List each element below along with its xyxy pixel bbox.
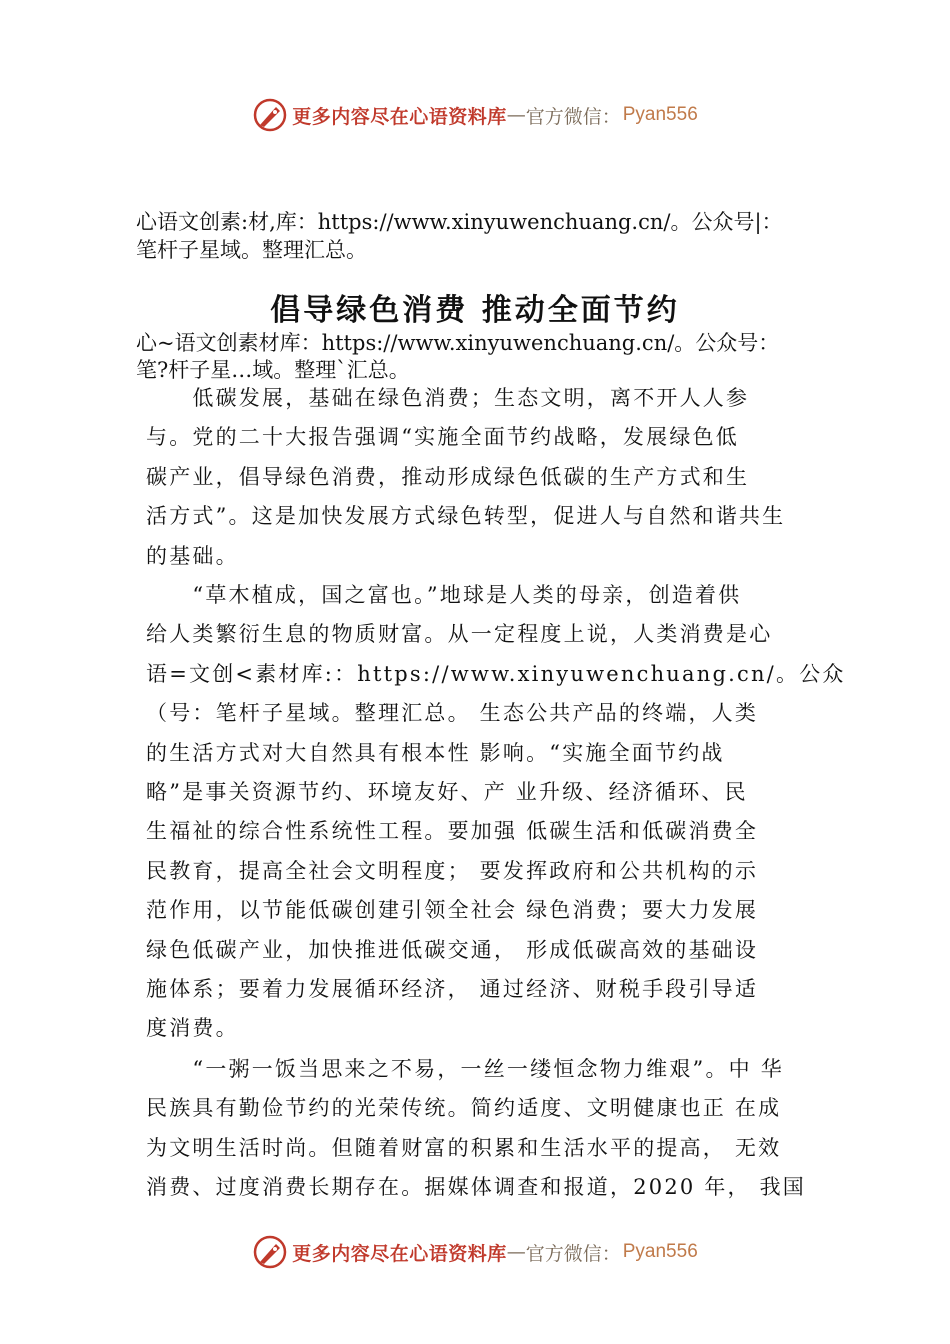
text-line: 的生活方式对大自然具有根本性 影响。“实施全面节约战 — [146, 740, 725, 765]
banner-wechat-label: 官方微信： — [525, 1242, 621, 1265]
text-line: 与。党的二十大报告强调“实施全面节约战略，发展绿色低 — [146, 425, 739, 450]
paragraph-1 — [146, 379, 785, 576]
banner-text: 更多内容尽在心语资料库 — [292, 105, 507, 128]
text-line: “草木植成，国之富也。”地球是人类的母亲，创造着供 — [146, 583, 742, 607]
footer-banner — [0, 1230, 950, 1274]
watermark-top-line-2: 笔杆子星域。整理汇总。 — [136, 238, 367, 262]
banner-text: 更多内容尽在心语资料库 — [292, 1242, 507, 1265]
header-banner — [0, 93, 950, 137]
banner-separator: — — [506, 104, 526, 126]
text-line: 给人类繁衍生息的物质财富。从一定程度上说，人类消费是心 — [146, 622, 773, 647]
text-line: 低碳发展，基础在绿色消费；生态文明，离不开人人参 — [146, 386, 750, 410]
text-line: 消费、过度消费长期存在。据媒体调查和报道，2020 年， 我国 — [146, 1175, 806, 1200]
banner-separator: — — [506, 1241, 526, 1263]
text-line: 民族具有勤俭节约的光荣传统。简约适度、文明健康也正 在成 — [146, 1096, 782, 1121]
text-line: 略”是事关资源节约、环境友好、产 业升级、经济循环、民 — [146, 779, 748, 804]
banner-wechat-id: Pyan556 — [622, 104, 698, 125]
pen-nib-logo-icon — [252, 97, 288, 133]
text-line: 范作用，以节能低碳创建引领全社会 绿色消费；要大力发展 — [146, 898, 759, 923]
text-line: 生福祉的综合性系统性工程。要加强 低碳生活和低碳消费全 — [146, 819, 759, 844]
pen-nib-logo-icon — [252, 1234, 288, 1270]
text-line: “一粥一饭当思来之不易，一丝一缕恒念物力维艰”。中 华 — [146, 1057, 784, 1081]
text-line: 为文明生活时尚。但随着财富的积累和生活水平的提高， 无效 — [146, 1135, 782, 1160]
text-line: （号：笔杆子星域。整理汇总。 生态公共产品的终端，人类 — [146, 701, 759, 726]
watermark-under-title-line-1: 心~语文创素材库：https://www.xinyuwenchuang.cn/。公众号： — [136, 331, 780, 355]
text-line: 碳产业，倡导绿色消费，推动形成绿色低碳的生产方式和生 — [146, 464, 750, 489]
watermark-top-line-1: 心语文创素:材,库：https://www.xinyuwenchuang.cn/。公众号|： — [136, 210, 783, 234]
text-line: 的基础。 — [146, 543, 239, 568]
text-line: 活方式”。这是加快发展方式绿色转型，促进人与自然和谐共生 — [146, 504, 786, 529]
banner-wechat-id: Pyan556 — [622, 1241, 698, 1262]
text-line: 施体系；要着力发展循环经济， 通过经济、财税手段引导适 — [146, 976, 759, 1001]
text-line: 绿色低碳产业，加快推进低碳交通， 形成低碳高效的基础设 — [146, 937, 759, 962]
text-line: 民教育，提高全社会文明程度； 要发挥政府和公共机构的示 — [146, 858, 759, 883]
text-line: 语=文创<素材库:：https://www.xinyuwenchuang.cn/。公众 — [146, 661, 846, 686]
document-title: 倡导绿色消费 推动全面节约 — [270, 293, 680, 328]
paragraph-2 — [146, 576, 846, 1049]
paragraph-3 — [146, 1050, 806, 1208]
watermark-under-title-line-2: 笔?杆子星…域。整理`汇总。 — [136, 358, 410, 382]
text-line: 度消费。 — [146, 1016, 239, 1041]
banner-wechat-label: 官方微信： — [525, 105, 621, 128]
